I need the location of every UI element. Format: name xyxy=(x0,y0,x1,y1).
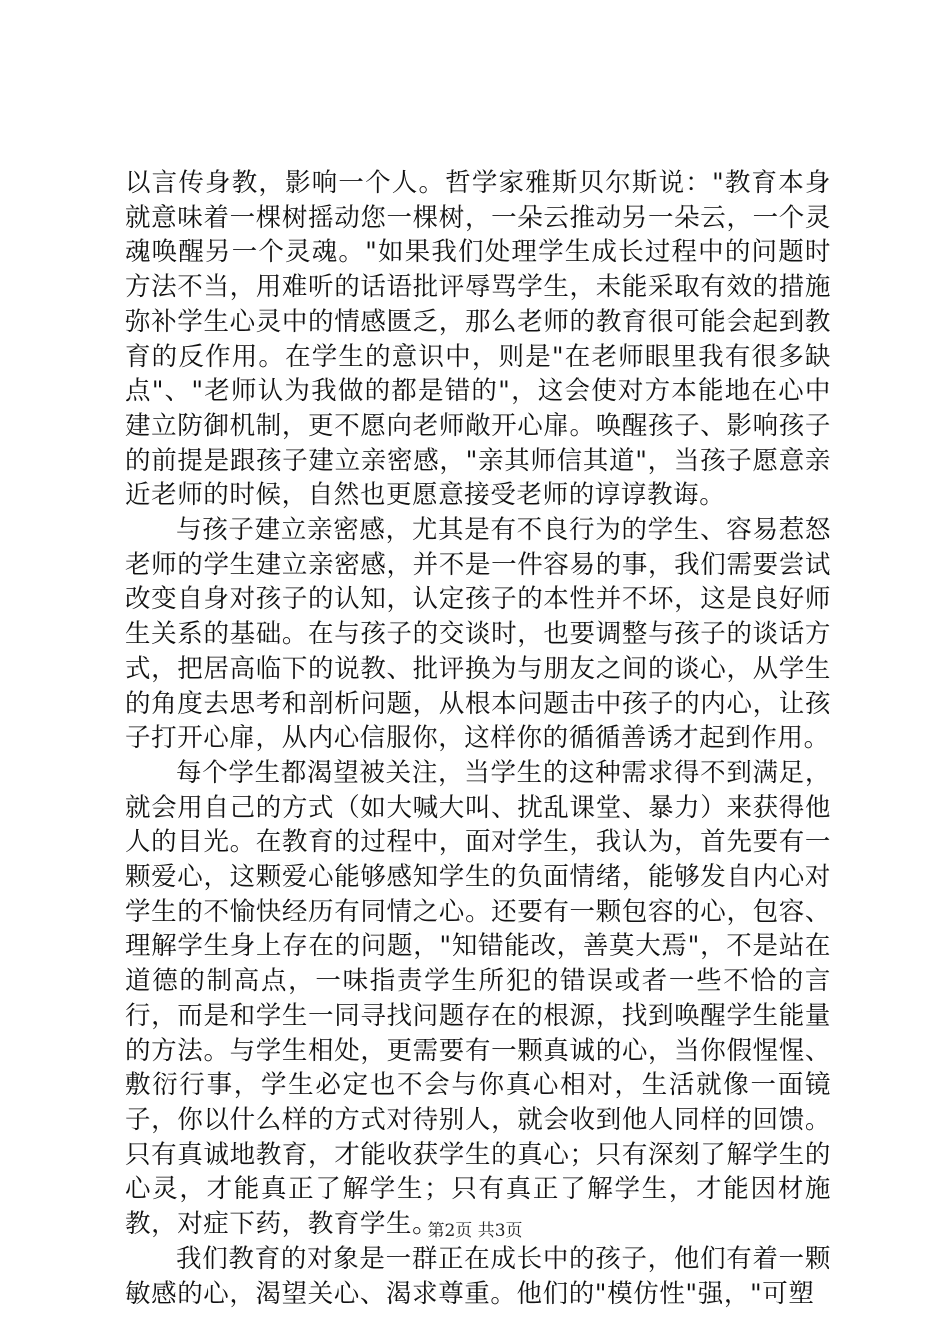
paragraph-2: 与孩子建立亲密感，尤其是有不良行为的学生、容易惹怒老师的学生建立亲密感，并不是一件容易的事，我们需要尝试改变自身对孩子的认知，认定孩子的本性并不坏，这是良好师生关系的基础。在与孩子的交谈时，也要调整与孩子的谈话方式，把居高临下的说教、批评换为与朋友之间的谈心，从学生的角度去思考和剖析问题，从根本问题击中孩子的内心，让孩子打开心扉，从内心信服你，这样你的循循善诱才起到作用。 xyxy=(125,515,831,754)
paragraph-3: 每个学生都渴望被关注，当学生的这种需求得不到满足，就会用自己的方式（如大喊大叫、扰乱课堂、暴力）来获得他人的目光。在教育的过程中，面对学生，我认为，首先要有一颗爱心，这颗爱心能够感知学生的负面情绪，能够发自内心对学生的不愉快经历有同情之心。还要有一颗包容的心，包容、理解学生身上存在的问题，"知错能改，善莫大焉"，不是站在道德的制高点，一味指责学生所犯的错误或者一些不恰的言行，而是和学生一同寻找问题存在的根源，找到唤醒学生能量的方法。与学生相处，更需要有一颗真诚的心，当你假惺惺、敷衍行事，学生必定也不会与你真心相对，生活就像一面镜子，你以什么样的方式对待别人，就会收到他人同样的回馈。只有真诚地教育，才能收获学生的真心；只有深刻了解学生的心灵，才能真正了解学生；只有真正了解学生，才能因材施教，对症下药，教育学生。 xyxy=(125,757,831,1240)
paragraph-1: 以言传身教，影响一个人。哲学家雅斯贝尔斯说："教育本身就意味着一棵树摇动您一棵树，一朵云推动另一朵云，一个灵魂唤醒另一个灵魂。"如果我们处理学生成长过程中的问题时方法不当，用难听的话语批评辱骂学生，未能采取有效的措施弥补学生心灵中的情感匮乏，那么老师的教育很可能会起到教育的反作用。在学生的意识中，则是"在老师眼里我有很多缺点"、"老师认为我做的都是错的"，这会使对方本能地在心中建立防御机制，更不愿向老师敞开心扉。唤醒孩子、影响孩子的前提是跟孩子建立亲密感，"亲其师信其道"，当孩子愿意亲近老师的时候，自然也更愿意接受老师的谆谆教诲。 xyxy=(125,168,831,511)
body-text xyxy=(125,166,831,1311)
paragraph-4: 我们教育的对象是一群正在成长中的孩子，他们有着一颗敏感的心，渴望关心、渴求尊重。他们的"模仿性"强，"可塑 xyxy=(125,1243,831,1309)
page-footer: 第2页 共3页 xyxy=(427,1221,523,1241)
